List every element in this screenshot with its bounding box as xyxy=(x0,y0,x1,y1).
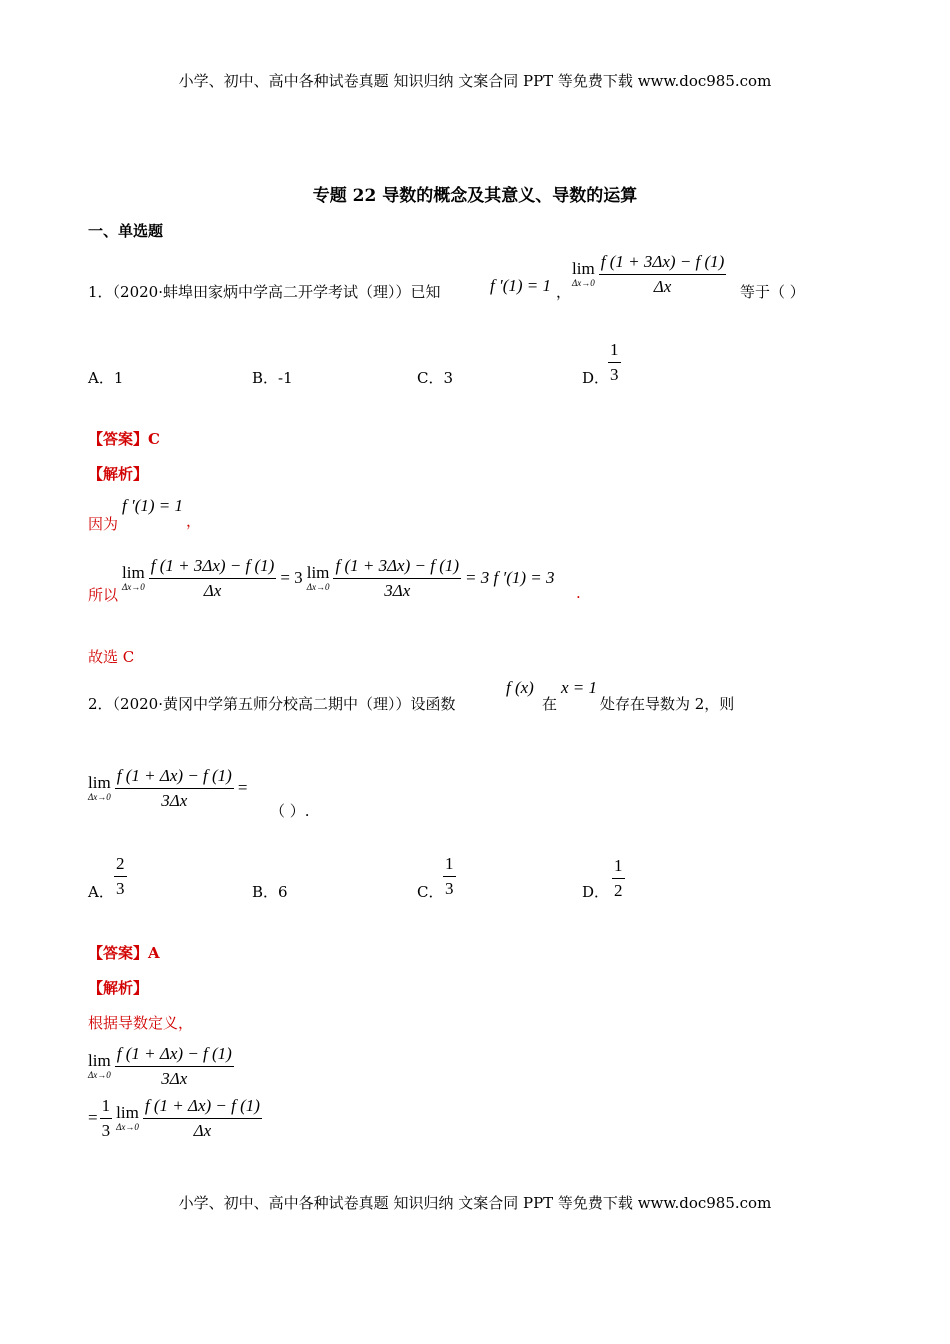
section-heading: 一、单选题 xyxy=(88,222,164,240)
q2-option-d-label: D． xyxy=(582,883,610,901)
q1-option-d-label: D． xyxy=(582,369,610,387)
q1-answer: 【答案】C xyxy=(88,430,160,448)
q1-option-d-fraction: $\frac{1}{3}$ xyxy=(610,340,619,384)
page-footer: 小学、初中、高中各种试卷真题 知识归纳 文案合同 PPT 等免费下载 www.doc985.com xyxy=(178,1194,772,1212)
q1-suffix: 等于（ ） xyxy=(740,283,805,301)
q2-solution-step1: lim Δx→0 $\frac{f (1 + \Delta x) - f (1)}{3\Delta x}$ xyxy=(88,1044,232,1088)
q1-solution-equation: lim Δx→0 $\frac{f (1 + 3\Delta x) - f (1)}{\Delta x}$ = 3 lim Δx→0 $\frac{f (1 + 3\Delta x) - f (1)}{3\Delta x}$ = 3 f ′(1) = 3 xyxy=(122,556,555,600)
q1-so: 所以 xyxy=(88,586,119,604)
q2-suffix: 处存在导数为 2，则 xyxy=(600,695,735,713)
q2-by-definition: 根据导数定义， xyxy=(88,1014,194,1032)
q2-fx: f (x) xyxy=(506,678,534,697)
q1-prefix: 1．（2020·蚌埠田家炳中学高二开学考试（理））已知 xyxy=(88,283,441,301)
q1-because-expr: f ′(1) = 1 xyxy=(122,496,183,515)
q1-because: 因为 xyxy=(88,515,119,533)
q2-option-d-fraction: $\frac{1}{2}$ xyxy=(614,856,623,900)
q1-option-c: C．3 xyxy=(417,369,454,387)
q2-solution-step2: = $\frac{1}{3}$ lim Δx→0 $\frac{f (1 + \Delta x) - f (1)}{\Delta x}$ xyxy=(88,1096,260,1140)
q1-fraction: $\frac{f (1 + 3\Delta x) - f (1)}{\Delta x}$ xyxy=(600,252,725,296)
q1-because-comma: ， xyxy=(186,512,202,530)
q2-x1: x = 1 xyxy=(561,678,598,697)
q2-option-b: B．6 xyxy=(252,883,288,901)
q1-analysis-label: 【解析】 xyxy=(88,465,149,483)
q1-comma: ， xyxy=(556,283,572,301)
q2-limit-expression: lim Δx→0 $\frac{f (1 + \Delta x) - f (1)}{3\Delta x}$ = xyxy=(88,766,248,810)
q2-analysis-label: 【解析】 xyxy=(88,979,149,997)
q2-prefix: 2．（2020·黄冈中学第五师分校高二期中（理））设函数 xyxy=(88,695,456,713)
q2-tail: （ ）. xyxy=(270,802,310,820)
q2-option-a-label: A． xyxy=(88,883,114,901)
q1-option-b: B．-1 xyxy=(252,369,293,387)
q1-lim: lim Δx→0 xyxy=(572,259,595,289)
q1-limit-expression xyxy=(572,252,726,296)
q1-choose: 故选 C xyxy=(88,648,135,666)
q2-in: 在 xyxy=(542,695,558,713)
q2-option-c-fraction: $\frac{1}{3}$ xyxy=(445,854,454,898)
q2-option-c-label: C． xyxy=(417,883,444,901)
q2-option-a-fraction: $\frac{2}{3}$ xyxy=(116,854,125,898)
q1-given: f ′(1) = 1 xyxy=(490,276,551,295)
q1-option-a: A．1 xyxy=(88,369,124,387)
page-header: 小学、初中、高中各种试卷真题 知识归纳 文案合同 PPT 等免费下载 www.doc985.com xyxy=(178,72,772,90)
q2-answer: 【答案】A xyxy=(88,944,160,962)
page-title: 专题 22 导数的概念及其意义、导数的运算 xyxy=(312,186,638,206)
q1-period: . xyxy=(576,584,581,602)
